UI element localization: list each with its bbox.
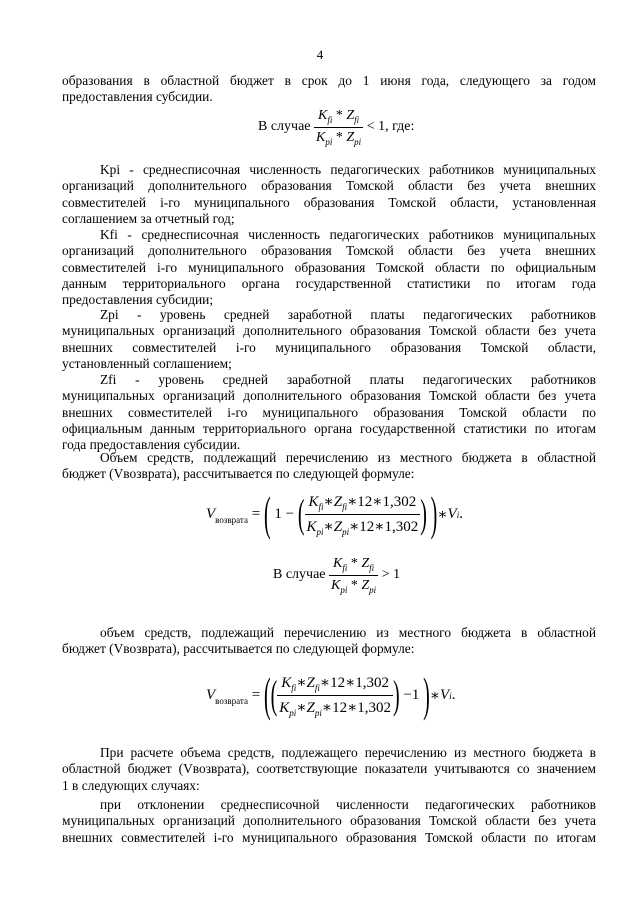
deviation-paragraph: при отклонении среднесписочной численности педагогических работников муниципальных организаций дополнительного образования Томской области без учета внешних совместителей i-го муниципального образования Томской области по итогам	[62, 797, 596, 845]
ratio-fraction: $\frac{K_{fi} * Z_{fi}}{K_{pi} * Z_{pi}}$	[316, 108, 362, 147]
zfi-definition: Zfi - уровень средней заработной платы педагогических работников муниципальных организаций дополнительного образования Томской области без учета внешних совместителей i-го муниципального образования Томской области по официальным данным территориального органа государственной статистики по итогам года предоставления субсидии.	[62, 372, 596, 453]
page-number: 4	[316, 47, 324, 62]
formula-1-fraction: $\frac{K_{fi}∗Z_{fi}∗12∗1,302}{K_{pi}∗Z_{pi}∗12∗1,302}$	[306, 494, 419, 537]
condition-less-than-one: В случае $\frac{K_{fi} * Z_{fi}}{K_{pi} * Z_{pi}}$ < 1, где:	[258, 108, 415, 147]
ratio-fraction-2: $\frac{K_{fi} * Z_{fi}}{K_{pi} * Z_{pi}}$	[331, 556, 377, 595]
zpi-definition: Zpi - уровень средней заработной платы педагогических работников муниципальных организаций дополнительного образования Томской области без учета внешних совместителей i-го муниципального образования Томской области, установленный соглашением;	[62, 307, 596, 371]
kpi-definition: Kpi - среднесписочная численность педагогических работников муниципальных организаций дополнительного образования Томской области без учета внешних совместителей i-го муниципального образования Томской области, установленная соглашением за отчетный год;	[62, 162, 596, 226]
volume-paragraph-2: объем средств, подлежащий перечислению из местного бюджета в областной бюджет (Vвозврата), рассчитывается по следующей формуле:	[62, 625, 596, 657]
formula-2-fraction: $\frac{K_{fi}∗Z_{fi}∗12∗1,302}{K_{pi}∗Z_{pi}∗12∗1,302}$	[279, 675, 392, 718]
formula-return-1: V $_{возврата}$ = ( 1 − ( $\frac{K_{fi}∗Z_{fi}∗12∗1,302}{K_{pi}∗Z_{pi}∗12∗1,302}$ ) ) ∗ V i .	[206, 488, 463, 541]
intro-paragraph: образования в областной бюджет в срок до 1 июня года, следующего за годом предоставления субсидии.	[62, 73, 596, 105]
formula-return-2: V $_{возврата}$ = ( ( $\frac{K_{fi}∗Z_{fi}∗12∗1,302}{K_{pi}∗Z_{pi}∗12∗1,302}$ ) − 1 ) ∗ V i .	[206, 669, 456, 722]
calculation-paragraph: При расчете объема средств, подлежащего перечислению из местного бюджета в областной бюджет (Vвозврата), соответствующие показатели учитываются со значением 1 в следующих случаях:	[62, 745, 596, 793]
kfi-definition: Kfi - среднесписочная численность педагогических работников муниципальных организаций дополнительного образования Томской области без учета внешних совместителей i-го муниципального образования Томской области по официальным данным территориального органа государственной статистики по итогам года предоставления субсидии;	[62, 227, 596, 308]
condition-greater-than-one: В случае $\frac{K_{fi} * Z_{fi}}{K_{pi} * Z_{pi}}$ > 1	[273, 556, 401, 595]
volume-paragraph-1: Объем средств, подлежащий перечислению из местного бюджета в областной бюджет (Vвозврата), рассчитывается по следующей формуле:	[62, 450, 596, 482]
